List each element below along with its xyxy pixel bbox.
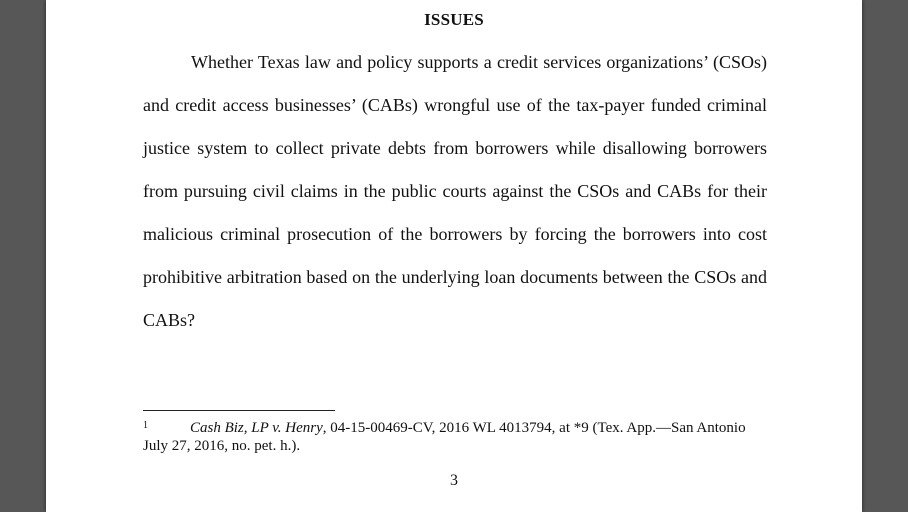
issue-paragraph: Whether Texas law and policy supports a credit services organizations’ (CSOs) and credit access businesses’ (CABs) wrongful use of the tax-payer funded criminal justice system to collect private debts from borrowers while disallowing borrowers from pursuing civil claims in the public courts against the CSOs and CABs for their malicious criminal prosecution of the borrowers by forcing the borrowers into cost prohibitive arbitration based on the underlying loan documents between the CSOs and CABs? <box>143 52 767 330</box>
footnote-case-name: Cash Biz, LP v. Henry <box>190 420 323 436</box>
footnote-marker: 1 <box>143 420 148 431</box>
section-heading: ISSUES <box>424 10 484 29</box>
footnote-citation: , 04-15-00469-CV, 2016 WL 4013794, at *9 (Tex. App.—San Antonio July 27, 2016, no. pet. h.). <box>143 420 746 454</box>
footnote <box>143 419 767 455</box>
footnote-divider <box>143 410 335 411</box>
page-number: 3 <box>450 472 458 489</box>
document-page <box>46 0 862 512</box>
